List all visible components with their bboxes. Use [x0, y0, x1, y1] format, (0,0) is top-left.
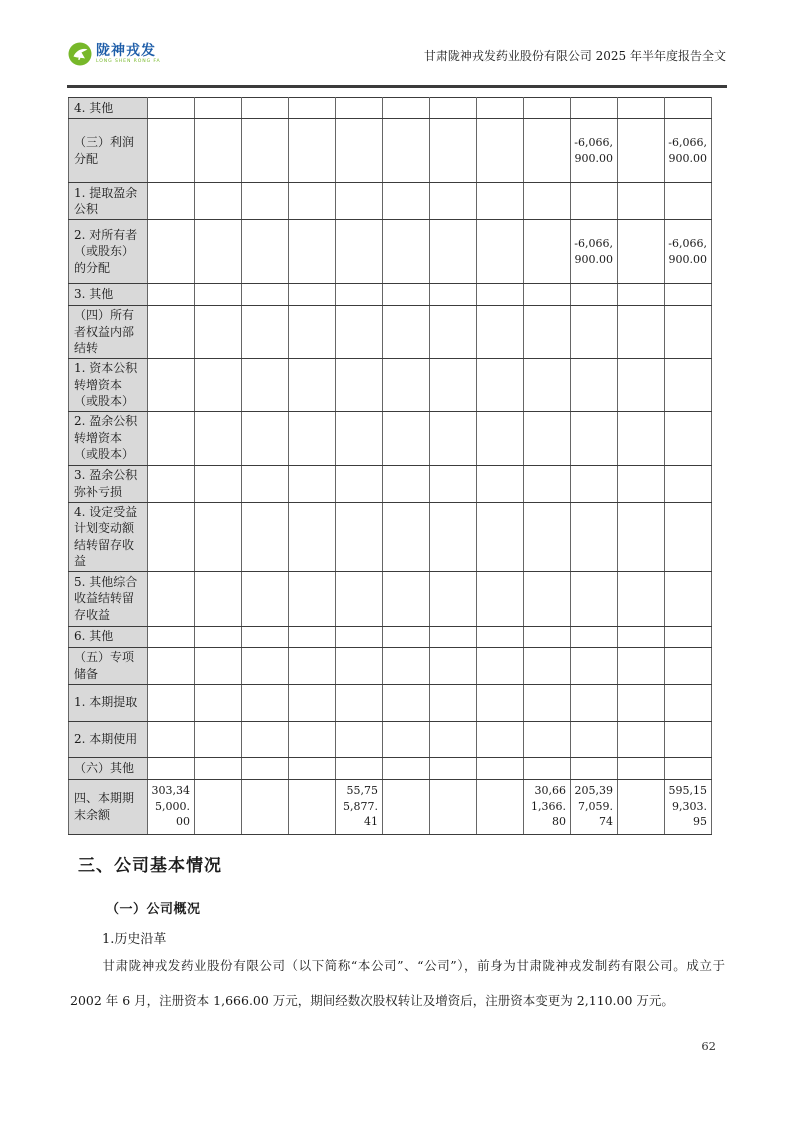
value-cell [618, 183, 665, 220]
value-cell [430, 721, 477, 757]
value-cell [524, 119, 571, 183]
value-cell [571, 359, 618, 412]
value-cell: -6,066,900.00 [665, 119, 712, 183]
value-cell [195, 502, 242, 571]
value-cell [524, 757, 571, 779]
table-row [69, 411, 712, 465]
value-cell [618, 119, 665, 183]
logo-brand-en: LONG SHEN RONG FA [96, 58, 161, 64]
table-row [69, 119, 712, 183]
value-cell [148, 119, 195, 183]
value-cell [195, 119, 242, 183]
value-cell [477, 411, 524, 465]
value-cell [148, 284, 195, 306]
value-cell [289, 119, 336, 183]
value-cell [336, 119, 383, 183]
value-cell [477, 721, 524, 757]
value-cell [477, 284, 524, 306]
value-cell [618, 411, 665, 465]
value-cell [571, 306, 618, 359]
table-row [69, 220, 712, 284]
value-cell [665, 465, 712, 502]
value-cell [289, 571, 336, 626]
value-cell [477, 98, 524, 119]
row-label-cell: 3. 其他 [69, 284, 148, 306]
value-cell [665, 757, 712, 779]
value-cell [524, 183, 571, 220]
value-cell [336, 183, 383, 220]
value-cell [242, 647, 289, 684]
value-cell [148, 757, 195, 779]
value-cell [618, 306, 665, 359]
document-title: 甘肃陇神戎发药业股份有限公司 2025 年半年度报告全文 [423, 49, 726, 63]
value-cell [477, 183, 524, 220]
value-cell [242, 571, 289, 626]
value-cell [336, 220, 383, 284]
value-cell [430, 684, 477, 721]
value-cell [242, 359, 289, 412]
value-cell [618, 359, 665, 412]
value-cell [665, 411, 712, 465]
table-row [69, 721, 712, 757]
row-label-cell: 4. 其他 [69, 98, 148, 119]
value-cell [336, 571, 383, 626]
value-cell [665, 684, 712, 721]
value-cell [195, 721, 242, 757]
value-cell [430, 411, 477, 465]
value-cell [665, 183, 712, 220]
value-cell [195, 647, 242, 684]
value-cell [242, 411, 289, 465]
row-label-cell: （六）其他 [69, 757, 148, 779]
value-cell [665, 571, 712, 626]
value-cell [336, 359, 383, 412]
value-cell [665, 647, 712, 684]
value-cell [148, 571, 195, 626]
value-cell [430, 220, 477, 284]
value-cell [477, 502, 524, 571]
value-cell [383, 119, 430, 183]
value-cell [665, 284, 712, 306]
value-cell [430, 465, 477, 502]
row-label-cell: （四）所有者权益内部结转 [69, 306, 148, 359]
value-cell [430, 119, 477, 183]
value-cell [665, 721, 712, 757]
value-cell [571, 98, 618, 119]
value-cell [242, 757, 289, 779]
value-cell [336, 684, 383, 721]
value-cell [524, 220, 571, 284]
value-cell [242, 721, 289, 757]
value-cell [195, 306, 242, 359]
value-cell [524, 284, 571, 306]
row-label-cell: 2. 对所有者（或股东）的分配 [69, 220, 148, 284]
table-row [69, 684, 712, 721]
value-cell [336, 721, 383, 757]
value-cell [289, 757, 336, 779]
value-cell [477, 119, 524, 183]
company-logo [68, 42, 161, 66]
table-row [69, 779, 712, 834]
value-cell [289, 284, 336, 306]
row-label-cell: 四、本期期末余额 [69, 779, 148, 834]
value-cell [524, 571, 571, 626]
value-cell [524, 359, 571, 412]
value-cell [336, 757, 383, 779]
row-label-cell: 4. 设定受益计划变动额结转留存收益 [69, 502, 148, 571]
row-label-cell: （三）利润分配 [69, 119, 148, 183]
value-cell [618, 465, 665, 502]
value-cell [383, 571, 430, 626]
row-label-cell: 3. 盈余公积弥补亏损 [69, 465, 148, 502]
value-cell: 303,345,000.00 [148, 779, 195, 834]
value-cell [665, 98, 712, 119]
logo-mark-icon [68, 42, 92, 66]
value-cell [195, 757, 242, 779]
value-cell [383, 721, 430, 757]
row-label-cell: 2. 盈余公积转增资本（或股本） [69, 411, 148, 465]
value-cell [524, 411, 571, 465]
value-cell [195, 571, 242, 626]
value-cell [289, 183, 336, 220]
value-cell [571, 684, 618, 721]
value-cell [289, 220, 336, 284]
value-cell [383, 647, 430, 684]
value-cell [477, 647, 524, 684]
value-cell [242, 98, 289, 119]
value-cell [571, 571, 618, 626]
value-cell [289, 411, 336, 465]
row-label-cell: 1. 本期提取 [69, 684, 148, 721]
value-cell [148, 359, 195, 412]
table-row [69, 571, 712, 626]
body-paragraph: 甘肃陇神戎发药业股份有限公司（以下简称“本公司”、“公司”），前身为甘肃陇神戎发制药有限公司。成立于 2002 年 6 月，注册资本 1,666.00 万元，期间经数次股权转让及增资后，注册资本变更为 2,110.00 万元。 [70, 958, 725, 1008]
value-cell [148, 183, 195, 220]
value-cell [383, 502, 430, 571]
logo-text [96, 44, 161, 65]
value-cell [242, 119, 289, 183]
value-cell [242, 183, 289, 220]
value-cell [195, 411, 242, 465]
value-cell [336, 284, 383, 306]
value-cell: -6,066,900.00 [665, 220, 712, 284]
value-cell [430, 502, 477, 571]
value-cell [618, 98, 665, 119]
value-cell [289, 98, 336, 119]
value-cell [336, 411, 383, 465]
value-cell [383, 684, 430, 721]
value-cell [195, 626, 242, 647]
value-cell [477, 465, 524, 502]
value-cell [383, 757, 430, 779]
value-cell [148, 626, 195, 647]
value-cell [430, 757, 477, 779]
value-cell [195, 98, 242, 119]
value-cell [148, 647, 195, 684]
header-rule [67, 85, 727, 88]
value-cell [665, 359, 712, 412]
row-label-cell: 1. 提取盈余公积 [69, 183, 148, 220]
value-cell [383, 465, 430, 502]
table-row [69, 465, 712, 502]
value-cell [383, 306, 430, 359]
value-cell [289, 779, 336, 834]
value-cell [289, 306, 336, 359]
value-cell [242, 306, 289, 359]
value-cell [336, 465, 383, 502]
value-cell [571, 183, 618, 220]
value-cell [618, 220, 665, 284]
value-cell [289, 502, 336, 571]
value-cell [477, 359, 524, 412]
value-cell [430, 284, 477, 306]
value-cell: -6,066,900.00 [571, 220, 618, 284]
value-cell [477, 757, 524, 779]
value-cell [336, 502, 383, 571]
row-label-cell: 5. 其他综合收益结转留存收益 [69, 571, 148, 626]
value-cell [383, 284, 430, 306]
value-cell [383, 98, 430, 119]
page-header [68, 42, 726, 66]
value-cell [477, 779, 524, 834]
row-label-cell: 2. 本期使用 [69, 721, 148, 757]
value-cell [148, 684, 195, 721]
row-label-cell: （五）专项储备 [69, 647, 148, 684]
value-cell [383, 626, 430, 647]
value-cell [618, 571, 665, 626]
page-number: 62 [701, 1039, 716, 1053]
value-cell [477, 571, 524, 626]
table-row [69, 284, 712, 306]
value-cell [571, 502, 618, 571]
value-cell [336, 306, 383, 359]
value-cell [524, 306, 571, 359]
value-cell [524, 502, 571, 571]
value-cell [665, 626, 712, 647]
row-label-cell: 1. 资本公积转增资本（或股本） [69, 359, 148, 412]
value-cell [336, 647, 383, 684]
equity-change-table [68, 97, 712, 835]
value-cell [618, 757, 665, 779]
value-cell [242, 779, 289, 834]
value-cell [430, 779, 477, 834]
value-cell [148, 98, 195, 119]
value-cell [195, 284, 242, 306]
value-cell [195, 779, 242, 834]
value-cell [148, 411, 195, 465]
value-cell [430, 647, 477, 684]
value-cell [383, 779, 430, 834]
value-cell: 30,661,366.80 [524, 779, 571, 834]
value-cell [289, 626, 336, 647]
value-cell [383, 411, 430, 465]
value-cell [148, 502, 195, 571]
value-cell [571, 284, 618, 306]
table-row [69, 647, 712, 684]
value-cell [524, 647, 571, 684]
value-cell [336, 98, 383, 119]
value-cell [383, 183, 430, 220]
value-cell [477, 306, 524, 359]
value-cell [524, 98, 571, 119]
value-cell [571, 647, 618, 684]
value-cell: -6,066,900.00 [571, 119, 618, 183]
table-row [69, 502, 712, 571]
value-cell [618, 684, 665, 721]
value-cell [242, 684, 289, 721]
subsection-heading: （一）公司概况 [106, 902, 201, 917]
value-cell [571, 626, 618, 647]
value-cell [195, 359, 242, 412]
value-cell [242, 284, 289, 306]
value-cell [618, 721, 665, 757]
value-cell [430, 571, 477, 626]
value-cell [430, 626, 477, 647]
value-cell [524, 721, 571, 757]
table-row [69, 359, 712, 412]
value-cell [336, 626, 383, 647]
value-cell [195, 465, 242, 502]
row-label-cell: 6. 其他 [69, 626, 148, 647]
value-cell [524, 465, 571, 502]
item-heading: 1.历史沿革 [102, 932, 167, 947]
value-cell: 205,397,059.74 [571, 779, 618, 834]
value-cell [430, 98, 477, 119]
value-cell [524, 684, 571, 721]
value-cell [148, 306, 195, 359]
value-cell [618, 626, 665, 647]
value-cell [430, 183, 477, 220]
table-row [69, 306, 712, 359]
value-cell [242, 465, 289, 502]
value-cell [289, 647, 336, 684]
value-cell [618, 502, 665, 571]
value-cell [665, 306, 712, 359]
value-cell [195, 183, 242, 220]
value-cell [289, 359, 336, 412]
table-row [69, 98, 712, 119]
value-cell: 595,159,303.95 [665, 779, 712, 834]
value-cell [571, 757, 618, 779]
value-cell [618, 284, 665, 306]
value-cell [148, 220, 195, 284]
value-cell [195, 684, 242, 721]
value-cell [195, 220, 242, 284]
table-row [69, 757, 712, 779]
value-cell [148, 465, 195, 502]
value-cell: 55,755,877.41 [336, 779, 383, 834]
value-cell [383, 359, 430, 412]
value-cell [477, 684, 524, 721]
value-cell [289, 684, 336, 721]
value-cell [289, 465, 336, 502]
value-cell [148, 721, 195, 757]
table-row [69, 626, 712, 647]
value-cell [383, 220, 430, 284]
table-row [69, 183, 712, 220]
value-cell [477, 626, 524, 647]
value-cell [571, 465, 618, 502]
value-cell [430, 359, 477, 412]
value-cell [289, 721, 336, 757]
value-cell [430, 306, 477, 359]
logo-brand-cn: 陇神戎发 [96, 42, 156, 59]
value-cell [618, 647, 665, 684]
value-cell [571, 721, 618, 757]
section-heading: 三、公司基本情况 [78, 856, 222, 876]
value-cell [665, 502, 712, 571]
value-cell [618, 779, 665, 834]
value-cell [524, 626, 571, 647]
value-cell [571, 411, 618, 465]
value-cell [242, 220, 289, 284]
value-cell [477, 220, 524, 284]
value-cell [242, 502, 289, 571]
value-cell [242, 626, 289, 647]
